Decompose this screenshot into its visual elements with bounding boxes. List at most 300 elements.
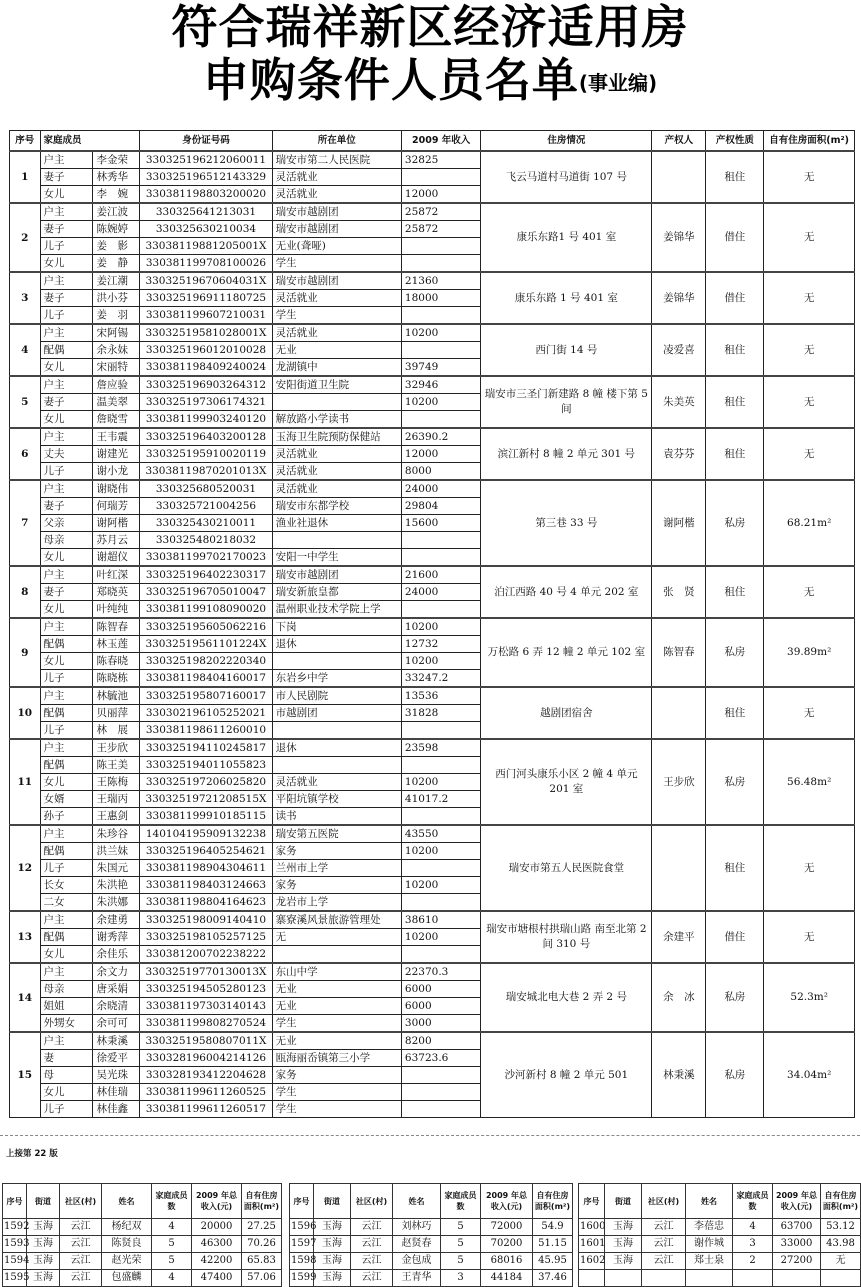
total-income: 33000 — [773, 1236, 821, 1253]
income: 10200 — [401, 843, 480, 860]
housing-address: 瑞安城北电大巷 2 弄 2 号 — [481, 963, 652, 1032]
property-owner: 姜锦华 — [652, 203, 706, 272]
id-number: 330325198202220340 — [140, 653, 272, 670]
household-seq: 7 — [10, 480, 41, 566]
street: 玉海 — [27, 1253, 60, 1270]
member-name: 林毓池 — [93, 687, 140, 705]
seq: 1595 — [3, 1270, 27, 1287]
member-name: 朱洪艳 — [93, 877, 140, 894]
seq: 1594 — [3, 1253, 27, 1270]
relation: 户主 — [40, 324, 93, 342]
id-number: 33038119881205001X — [140, 238, 272, 255]
household-seq: 6 — [10, 428, 41, 480]
total-income: 27200 — [773, 1253, 821, 1270]
member-name: 姜 影 — [93, 238, 140, 255]
property-owner: 姜锦华 — [652, 272, 706, 324]
header-family-size: 家庭成员数 — [152, 1184, 192, 1219]
member-name: 余佳乐 — [93, 946, 140, 964]
community: 云江 — [60, 1270, 102, 1287]
street: 玉海 — [314, 1236, 351, 1253]
income: 18000 — [401, 290, 480, 307]
header-seq: 序号 — [10, 131, 41, 152]
id-number: 330325630210034 — [140, 221, 272, 238]
member-name: 王惠剑 — [93, 808, 140, 826]
property-type: 租住 — [706, 687, 764, 739]
housing-address: 康乐东路1 号 401 室 — [481, 203, 652, 272]
id-number: 330381200702238222 — [140, 946, 272, 964]
relation: 妻子 — [40, 169, 93, 186]
table-header-row — [290, 1184, 573, 1219]
owned-area: 无 — [764, 324, 855, 376]
name: 刘林巧 — [393, 1219, 441, 1236]
relation: 户主 — [40, 480, 93, 498]
employer — [272, 757, 401, 774]
header-owned-area: 自有住房面积(m²) — [533, 1184, 573, 1219]
owned-area: 45.95 — [533, 1253, 573, 1270]
table-row — [3, 1236, 282, 1253]
owned-area: 39.89m² — [764, 618, 855, 687]
id-number: 330381199611260517 — [140, 1101, 272, 1118]
income: 21360 — [401, 272, 480, 290]
employer: 兰州市上学 — [272, 860, 401, 877]
household-group — [10, 911, 855, 963]
relation: 儿子 — [40, 860, 93, 877]
id-number: 330325197206025820 — [140, 774, 272, 791]
employer: 灵活就业 — [272, 774, 401, 791]
id-number: 330381199108090020 — [140, 601, 272, 619]
relation: 户主 — [40, 428, 93, 446]
id-number: 330325197306174321 — [140, 394, 272, 411]
income: 8200 — [401, 1032, 480, 1050]
property-owner: 谢阿楷 — [652, 480, 706, 566]
member-name: 李 婉 — [93, 186, 140, 204]
community: 云江 — [351, 1270, 393, 1287]
employer: 学生 — [272, 255, 401, 273]
seq: 1596 — [290, 1219, 314, 1236]
id-number: 330325430210011 — [140, 515, 272, 532]
owned-area: 无 — [764, 428, 855, 480]
id-number: 330325198105257125 — [140, 929, 272, 946]
housing-address: 西门街 14 号 — [481, 324, 652, 376]
employer: 寨寮溪风景旅游管理处 — [272, 911, 401, 929]
header-street: 街道 — [314, 1184, 351, 1219]
property-type: 租住 — [706, 324, 764, 376]
id-number: 330325196403200128 — [140, 428, 272, 446]
table-row — [10, 428, 855, 446]
income — [401, 342, 480, 359]
relation: 女儿 — [40, 359, 93, 377]
relation: 姐姐 — [40, 998, 93, 1015]
table-row — [10, 825, 855, 843]
member-name: 谢超仪 — [93, 549, 140, 567]
community — [642, 1270, 686, 1287]
id-number: 330325196402230317 — [140, 566, 272, 584]
income: 32825 — [401, 151, 480, 169]
id-number: 330381198803200020 — [140, 186, 272, 204]
table-header-row — [579, 1184, 861, 1219]
income — [401, 532, 480, 549]
id-number: 330325195807160017 — [140, 687, 272, 705]
header-total-income: 2009 年总收入(元) — [481, 1184, 533, 1219]
relation: 儿子 — [40, 307, 93, 325]
table-row — [10, 963, 855, 981]
id-number: 330381197303140143 — [140, 998, 272, 1015]
community: 云江 — [351, 1219, 393, 1236]
property-type: 私房 — [706, 480, 764, 566]
property-type: 租住 — [706, 566, 764, 618]
employer: 安阳街道卫生院 — [272, 376, 401, 394]
member-name: 余文力 — [93, 963, 140, 981]
member-name: 唐采娟 — [93, 981, 140, 998]
total-income: 42200 — [192, 1253, 242, 1270]
continued-label: 上接第 22 版 — [6, 1149, 58, 1159]
table-row — [10, 272, 855, 290]
relation: 配偶 — [40, 843, 93, 860]
member-name: 叶红深 — [93, 566, 140, 584]
id-number: 33032519670604031X — [140, 272, 272, 290]
household-group — [10, 376, 855, 428]
header-housing: 住房情况 — [481, 131, 652, 152]
header-name: 姓名 — [102, 1184, 152, 1219]
household-group — [10, 825, 855, 911]
income — [401, 946, 480, 964]
member-name: 詹应验 — [93, 376, 140, 394]
income: 12000 — [401, 186, 480, 204]
relation: 女儿 — [40, 774, 93, 791]
income — [401, 601, 480, 619]
member-name: 姜江潮 — [93, 272, 140, 290]
income: 10200 — [401, 774, 480, 791]
income: 24000 — [401, 584, 480, 601]
housing-address: 滨江新村 8 幢 2 单元 301 号 — [481, 428, 652, 480]
table-row — [10, 480, 855, 498]
table-row — [10, 203, 855, 221]
income: 8000 — [401, 463, 480, 481]
employer: 东岩乡中学 — [272, 670, 401, 688]
employer: 瓯海丽岙镇第三小学 — [272, 1050, 401, 1067]
employer: 瑞安市越剧团 — [272, 221, 401, 238]
id-number: 330381199903240120 — [140, 411, 272, 429]
owned-area: 无 — [764, 376, 855, 428]
income: 6000 — [401, 998, 480, 1015]
relation: 户主 — [40, 963, 93, 981]
owned-area: 51.15 — [533, 1236, 573, 1253]
table-row — [10, 566, 855, 584]
income: 25872 — [401, 203, 480, 221]
employer: 市人民剧院 — [272, 687, 401, 705]
name: 王青华 — [393, 1270, 441, 1287]
id-number: 33032519721208515X — [140, 791, 272, 808]
relation: 母 — [40, 1067, 93, 1084]
header-name — [93, 131, 140, 152]
owned-area: 37.46 — [533, 1270, 573, 1287]
relation: 妻子 — [40, 221, 93, 238]
street: 玉海 — [27, 1236, 60, 1253]
member-name: 余可可 — [93, 1015, 140, 1033]
id-number: 140104195909132238 — [140, 825, 272, 843]
property-owner — [652, 687, 706, 739]
owned-area: 57.06 — [242, 1270, 282, 1287]
property-type: 借住 — [706, 911, 764, 963]
family-size — [733, 1270, 773, 1287]
id-number: 330381198804164623 — [140, 894, 272, 912]
employer: 解放路小学读书 — [272, 411, 401, 429]
total-income: 68016 — [481, 1253, 533, 1270]
household-group — [10, 324, 855, 376]
income: 12732 — [401, 636, 480, 653]
property-owner: 王步欣 — [652, 739, 706, 825]
family-size: 2 — [733, 1253, 773, 1270]
relation: 户主 — [40, 376, 93, 394]
id-number: 330381199708100026 — [140, 255, 272, 273]
household-group — [10, 272, 855, 324]
housing-address: 泊江西路 40 号 4 单元 202 室 — [481, 566, 652, 618]
family-size: 5 — [441, 1236, 481, 1253]
table-row — [10, 739, 855, 757]
relation: 配偶 — [40, 929, 93, 946]
employer: 无业 — [272, 998, 401, 1015]
income — [401, 549, 480, 567]
member-name: 王步欣 — [93, 739, 140, 757]
household-seq: 4 — [10, 324, 41, 376]
header-total-income: 2009 年总收入(元) — [192, 1184, 242, 1219]
property-owner: 林秉溪 — [652, 1032, 706, 1118]
owned-area: 无 — [764, 911, 855, 963]
income: 10200 — [401, 394, 480, 411]
housing-address: 沙河新村 8 幢 2 单元 501 — [481, 1032, 652, 1118]
income: 10200 — [401, 877, 480, 894]
owned-area: 无 — [764, 203, 855, 272]
income — [401, 808, 480, 826]
name — [686, 1270, 733, 1287]
id-number: 330328196004214126 — [140, 1050, 272, 1067]
id-number: 330325196903264312 — [140, 376, 272, 394]
employer: 灵活就业 — [272, 480, 401, 498]
relation: 孙子 — [40, 808, 93, 826]
income: 33247.2 — [401, 670, 480, 688]
total-income — [773, 1270, 821, 1287]
employer: 学生 — [272, 1101, 401, 1118]
name: 谢作城 — [686, 1236, 733, 1253]
relation: 配偶 — [40, 342, 93, 359]
header-street: 街道 — [605, 1184, 642, 1219]
household-group — [10, 151, 855, 203]
name: 赵贤春 — [393, 1236, 441, 1253]
header-family-size: 家庭成员数 — [441, 1184, 481, 1219]
employer: 玉海卫生院预防保健站 — [272, 428, 401, 446]
table-row — [290, 1253, 573, 1270]
table-row — [290, 1236, 573, 1253]
total-income: 44184 — [481, 1270, 533, 1287]
family-size: 5 — [152, 1253, 192, 1270]
community: 云江 — [642, 1219, 686, 1236]
relation: 女儿 — [40, 411, 93, 429]
employer: 无业 — [272, 981, 401, 998]
table-row — [579, 1253, 861, 1270]
relation: 配偶 — [40, 705, 93, 722]
property-type: 租住 — [706, 825, 764, 911]
member-name: 苏月云 — [93, 532, 140, 549]
employer: 无业 — [272, 342, 401, 359]
family-size: 4 — [733, 1219, 773, 1236]
owned-area: 无 — [764, 687, 855, 739]
household-group — [10, 480, 855, 566]
employer: 瑞安新旅皇都 — [272, 584, 401, 601]
employer: 灵活就业 — [272, 290, 401, 307]
id-number: 330325641213031 — [140, 203, 272, 221]
member-name: 陈智春 — [93, 618, 140, 636]
id-number: 330325680520031 — [140, 480, 272, 498]
relation: 儿子 — [40, 670, 93, 688]
community: 云江 — [60, 1253, 102, 1270]
id-number: 330325480218032 — [140, 532, 272, 549]
income — [401, 255, 480, 273]
member-name: 林秉溪 — [93, 1032, 140, 1050]
id-number: 330381199607210031 — [140, 307, 272, 325]
employer: 退休 — [272, 739, 401, 757]
header-member: 家庭成员 — [40, 131, 93, 152]
id-number: 330381199702170023 — [140, 549, 272, 567]
housing-address: 瑞安市三圣门新建路 8 幢 楼下第 5 间 — [481, 376, 652, 428]
member-name: 宋丽特 — [93, 359, 140, 377]
continued-table-3 — [578, 1183, 861, 1287]
street: 玉海 — [605, 1219, 642, 1236]
table-row — [10, 911, 855, 929]
relation: 妻子 — [40, 498, 93, 515]
employer: 瑞安市越剧团 — [272, 566, 401, 584]
id-number: 330302196105252021 — [140, 705, 272, 722]
owned-area: 无 — [764, 151, 855, 203]
income — [401, 307, 480, 325]
header-community: 社区(村) — [60, 1184, 102, 1219]
income — [401, 722, 480, 740]
owned-area: 52.3m² — [764, 963, 855, 1032]
id-number: 330325721004256 — [140, 498, 272, 515]
relation: 女儿 — [40, 653, 93, 670]
divider — [0, 1135, 860, 1136]
property-owner: 陈智春 — [652, 618, 706, 687]
income — [401, 1101, 480, 1118]
member-name: 陈婉婷 — [93, 221, 140, 238]
table-row — [10, 618, 855, 636]
household-seq: 12 — [10, 825, 41, 911]
table-row — [579, 1270, 861, 1287]
name: 郑士泉 — [686, 1253, 733, 1270]
employer — [272, 653, 401, 670]
name: 杨纪双 — [102, 1219, 152, 1236]
name: 李蓓忠 — [686, 1219, 733, 1236]
seq: 1598 — [290, 1253, 314, 1270]
community: 云江 — [351, 1236, 393, 1253]
employer — [272, 722, 401, 740]
relation: 妻子 — [40, 584, 93, 601]
id-number: 330325196405254621 — [140, 843, 272, 860]
relation: 配偶 — [40, 636, 93, 653]
street: 玉海 — [605, 1236, 642, 1253]
property-owner: 凌爱喜 — [652, 324, 706, 376]
employer: 温州职业技术学院上学 — [272, 601, 401, 619]
employer: 东山中学 — [272, 963, 401, 981]
income — [401, 860, 480, 877]
id-number: 330325196012010028 — [140, 342, 272, 359]
id-number: 330381199611260525 — [140, 1084, 272, 1101]
table-row — [10, 151, 855, 169]
total-income: 47400 — [192, 1270, 242, 1287]
seq: 1592 — [3, 1219, 27, 1236]
relation: 母亲 — [40, 981, 93, 998]
owned-area — [821, 1270, 861, 1287]
housing-address: 瑞安市第五人民医院食堂 — [481, 825, 652, 911]
header-community: 社区(村) — [642, 1184, 686, 1219]
member-name: 姜江波 — [93, 203, 140, 221]
relation: 丈夫 — [40, 446, 93, 463]
id-number: 330381199910185115 — [140, 808, 272, 826]
header-employer: 所在单位 — [272, 131, 401, 152]
housing-address: 瑞安市塘根村拱瑞山路 南至北第 2 间 310 号 — [481, 911, 652, 963]
relation: 户主 — [40, 911, 93, 929]
property-owner: 张 贤 — [652, 566, 706, 618]
household-seq: 5 — [10, 376, 41, 428]
employer: 瑞安第五医院 — [272, 825, 401, 843]
name: 赵光荣 — [102, 1253, 152, 1270]
member-name: 谢小龙 — [93, 463, 140, 481]
employer: 灵活就业 — [272, 446, 401, 463]
housing-address: 康乐东路 1 号 401 室 — [481, 272, 652, 324]
employer: 学生 — [272, 1084, 401, 1101]
owned-area: 无 — [764, 825, 855, 911]
member-name: 余晓清 — [93, 998, 140, 1015]
member-name: 谢晓伟 — [93, 480, 140, 498]
member-name: 宋阿锡 — [93, 324, 140, 342]
continued-table-2 — [289, 1183, 573, 1287]
income: 38610 — [401, 911, 480, 929]
family-size: 5 — [152, 1236, 192, 1253]
family-size: 3 — [441, 1270, 481, 1287]
member-name: 朱洪娜 — [93, 894, 140, 912]
relation: 儿子 — [40, 463, 93, 481]
community: 云江 — [60, 1219, 102, 1236]
employer: 灵活就业 — [272, 186, 401, 204]
table-row — [290, 1270, 573, 1287]
member-name: 吴光珠 — [93, 1067, 140, 1084]
id-number: 330325195910020119 — [140, 446, 272, 463]
id-number: 33032519580807011X — [140, 1032, 272, 1050]
household-seq: 9 — [10, 618, 41, 687]
header-owner: 产权人 — [652, 131, 706, 152]
table-row — [10, 324, 855, 342]
id-number: 33032519581028001X — [140, 324, 272, 342]
housing-address: 第三巷 33 号 — [481, 480, 652, 566]
header-seq: 序号 — [290, 1184, 314, 1219]
header-owned-area: 自有住房面积(m²) — [821, 1184, 861, 1219]
table-row — [290, 1219, 573, 1236]
income: 13536 — [401, 687, 480, 705]
seq: 1602 — [579, 1253, 605, 1270]
employer: 瑞安市越剧团 — [272, 272, 401, 290]
id-number: 330325194011055823 — [140, 757, 272, 774]
household-seq: 10 — [10, 687, 41, 739]
employer: 龙岩市上学 — [272, 894, 401, 912]
income: 41017.2 — [401, 791, 480, 808]
owned-area: 无 — [821, 1253, 861, 1270]
member-name: 何瑞芳 — [93, 498, 140, 515]
income: 24000 — [401, 480, 480, 498]
header-total-income: 2009 年总收入(元) — [773, 1184, 821, 1219]
income: 15600 — [401, 515, 480, 532]
street: 玉海 — [314, 1270, 351, 1287]
member-name: 詹晓雪 — [93, 411, 140, 429]
member-name: 姜 静 — [93, 255, 140, 273]
